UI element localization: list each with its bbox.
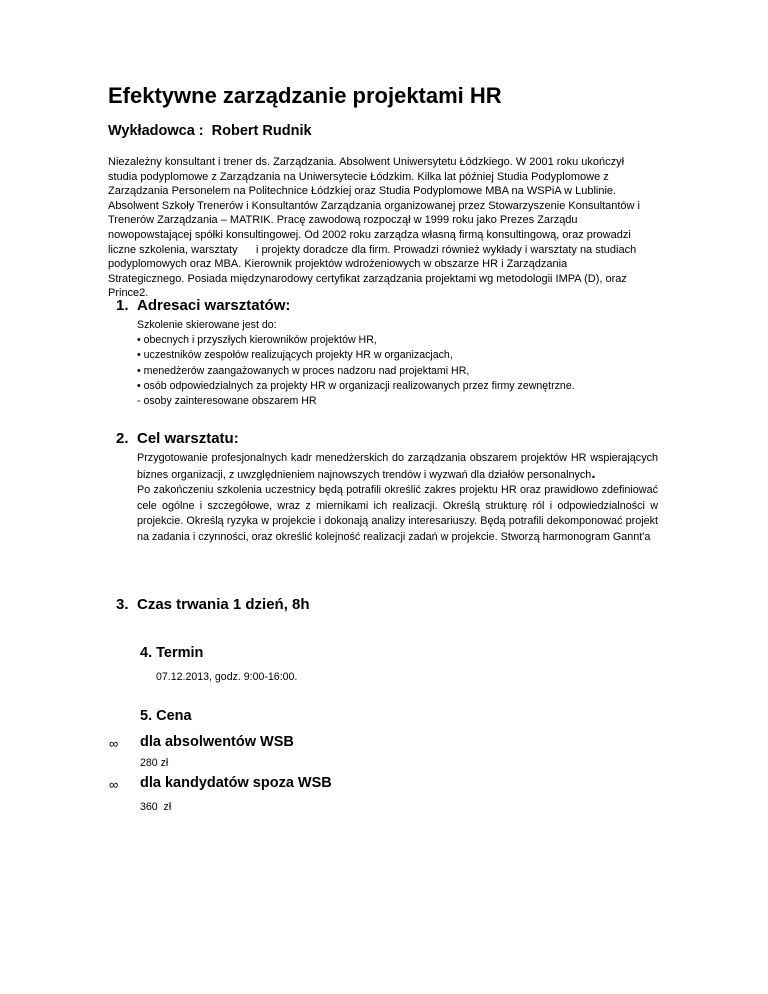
goal-paragraph-2: Po zakończeniu szkolenia uczestnicy będą potrafili określić zakres projektu HR oraz prawidłowo zdefiniować cele ogólne i szczegółowe, wraz z miernikami ich realizacji. Określą strukturę ról i odpowiedzialności w projekcie. Określą ryzyka w projekcie i dokonają analizy interesariuszy. Będą potrafili dekomponować projekt na zadania i czynności, oraz określić kolejność realizacji zadań w projekcie. Stworzą harmonogram Gannt'a [137,484,658,543]
bio-line: Trenerów Zarządzania – MATRIK. Pracę zawodową rozpoczął w 1999 roku jako Prezes Zarządu [108,214,578,227]
page-title: Efektywne zarządzanie projektami HR [108,83,502,108]
bio-line: nowopowstającej spółki konsultingowej. Od 2002 roku zarządza własną firmą konsultingową, oraz prowadzi [108,228,631,241]
bio-line: Prince2. [108,287,149,300]
list-item: • menedżerów zaangażowanych w proces nadzoru nad projektami HR, [137,364,470,377]
section-1-heading [116,297,290,314]
bio-line: liczne szkolenia, warsztaty i projekty doradcze dla firm. Prowadzi również wykłady i warsztaty na studiach [108,243,637,256]
section-2-heading [116,430,239,447]
goal-paragraph-1-end: . [591,464,596,482]
section-5-heading: 5. Cena [140,708,192,724]
bio-line: Absolwent Szkoły Trenerów i Konsultantów Zarządzania organizowanej przez Stowarzyszenie Konsultantów i [108,199,640,212]
bio-line: Strategicznego. Posiada międzynarodowy certyfikat zarządzania projektami wg metodologii IMPA (D), oraz [108,272,627,285]
section-number: 1. [116,297,129,314]
lecturer-name: Robert Rudnik [211,123,312,139]
list-item: • osób odpowiedzialnych za projekty HR w organizacji realizowanych przez firmy zewnętrzne. [137,379,575,392]
goal-paragraph-1-text: Przygotowanie profesjonalnych kadr menedżerskich do zarządzania obszarem projektów HR wspierających biznes organizacji, z uwzględnieniem najnowszych trendów i wyzwań dla działów personalnych [137,452,658,481]
price-option-value: 280 zł [140,757,169,769]
list-item: • obecnych i przyszłych kierowników projektów HR, [137,334,377,347]
section-3-heading [116,596,310,613]
audience-list [137,318,657,409]
bio-line: Niezależny konsultant i trener ds. Zarządzania. Absolwent Uniwersytetu Łódzkiego. W 2001 roku ukończył [108,156,625,168]
price-option-value: 360 zł [140,801,172,813]
lecturer-line [108,123,312,139]
section-title: Cel warsztatu: [137,430,239,447]
price-option-label: dla kandydatów spoza WSB [140,775,332,791]
list-item: Szkolenie skierowane jest do: [137,319,277,331]
list-item: • uczestników zespołów realizujących projekty HR w organizacjach, [137,349,453,362]
infinity-bullet-icon: ∞ [109,736,119,751]
bio-line: podyplomowych oraz MBA. Kierownik projektów wdrożeniowych w obszarze HR i Zarządzania [108,258,568,271]
goal-text [137,450,658,545]
section-title: Adresaci warsztatów: [137,297,291,314]
term-value: 07.12.2013, godz. 9:00-16:00. [156,671,298,683]
section-number: 3. [116,596,129,613]
section-4-heading: 4. Termin [140,645,204,661]
lecturer-label: Wykładowca : [108,123,204,139]
infinity-bullet-icon: ∞ [109,777,119,792]
list-item: - osoby zainteresowane obszarem HR [137,395,317,408]
bio-line: Zarządzania Personelem na Politechnice Łódzkiej oraz Studia Podyplomowe MBA na WSPiA w Lublinie. [108,185,617,198]
section-title: Czas trwania 1 dzień, 8h [137,596,310,613]
lecturer-bio [108,155,668,301]
bio-line: studia podyplomowe z Zarządzania na Uniwersytecie Łódzkim. Kilka lat później Studia Podyplomowe z [108,170,609,183]
goal-paragraph-1 [137,450,658,483]
section-number: 2. [116,430,129,447]
price-option-label: dla absolwentów WSB [140,734,294,750]
